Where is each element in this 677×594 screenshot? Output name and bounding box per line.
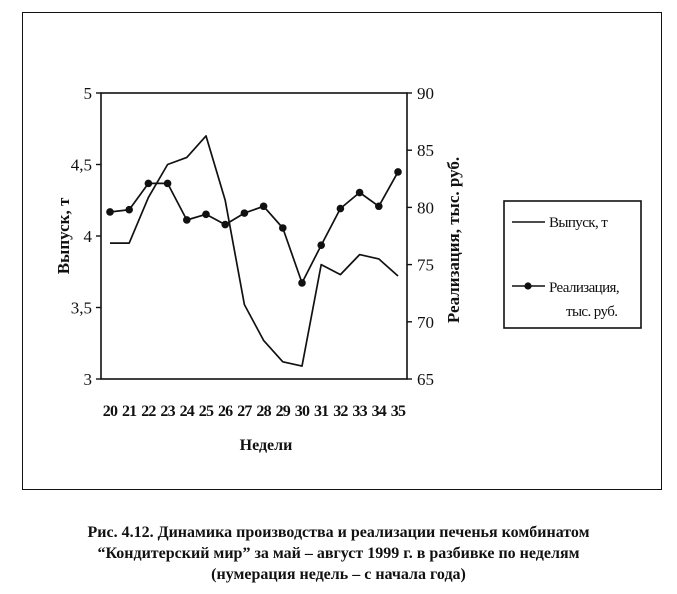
data-point-sales <box>125 206 133 214</box>
data-point-sales <box>375 202 383 210</box>
y-right-tick-label: 80 <box>417 198 434 218</box>
x-tick-label: 28 <box>256 403 271 420</box>
data-point-sales <box>337 205 345 213</box>
data-point-sales <box>145 180 153 188</box>
y-right-tick-label: 90 <box>417 84 434 103</box>
x-tick-label: 26 <box>217 403 233 420</box>
series-line-output <box>110 136 398 366</box>
x-tick-label: 29 <box>275 403 291 420</box>
data-point-sales <box>221 221 229 229</box>
y-right-tick-label: 70 <box>417 312 434 332</box>
caption-line-1: Рис. 4.12. Динамика производства и реализации печенья комбинатом <box>87 524 590 541</box>
y-left-tick-label: 3 <box>83 370 92 389</box>
data-point-sales <box>394 168 402 176</box>
data-point-sales <box>298 279 306 287</box>
y-right-tick-label: 65 <box>417 370 434 389</box>
x-tick-label: 21 <box>121 403 137 420</box>
x-tick-label: 30 <box>294 403 310 420</box>
y-right-axis-label: Реализация, тыс. руб. <box>444 156 463 324</box>
caption-line-3: (нумерация недель – с начала года) <box>211 566 466 583</box>
x-tick-label: 35 <box>390 403 406 420</box>
x-tick-label: 24 <box>179 403 195 420</box>
legend-label-sales-1: Реализация, <box>549 280 619 296</box>
x-tick-label: 27 <box>237 403 252 420</box>
data-point-sales <box>317 241 325 249</box>
x-tick-label: 32 <box>333 403 348 420</box>
data-point-sales <box>183 216 191 224</box>
data-point-sales <box>164 180 172 188</box>
x-tick-label: 25 <box>198 403 214 420</box>
x-tick-label: 22 <box>141 403 156 420</box>
caption-line-2: “Кондитерский мир” за май – август 1999 г. в разбивке по неделям <box>97 545 580 562</box>
x-tick-label: 20 <box>102 403 118 420</box>
x-tick-label: 31 <box>313 403 329 420</box>
legend-marker-sales <box>524 282 531 289</box>
figure-caption <box>0 522 677 585</box>
legend-label-sales-2: тыс. руб. <box>566 304 618 320</box>
legend-label-output: Выпуск, т <box>549 215 608 231</box>
plot-area <box>101 93 407 379</box>
y-left-tick-label: 3,5 <box>70 298 92 318</box>
y-left-tick-label: 4 <box>83 227 92 246</box>
data-point-sales <box>241 209 249 217</box>
y-right-tick-label: 85 <box>417 141 434 161</box>
data-point-sales <box>260 202 268 210</box>
x-axis-label: Недели <box>239 437 293 454</box>
x-tick-label: 23 <box>160 403 175 420</box>
x-tick-label: 34 <box>371 403 387 420</box>
y-left-tick-label: 4,5 <box>70 155 92 175</box>
data-point-sales <box>202 210 210 218</box>
data-point-sales <box>279 224 287 232</box>
y-left-axis-label: Выпуск, т <box>54 197 73 275</box>
x-tick-label: 33 <box>352 403 367 420</box>
y-right-tick-label: 75 <box>417 255 434 275</box>
data-point-sales <box>106 208 114 216</box>
y-left-tick-label: 5 <box>83 84 92 103</box>
data-point-sales <box>356 189 364 197</box>
